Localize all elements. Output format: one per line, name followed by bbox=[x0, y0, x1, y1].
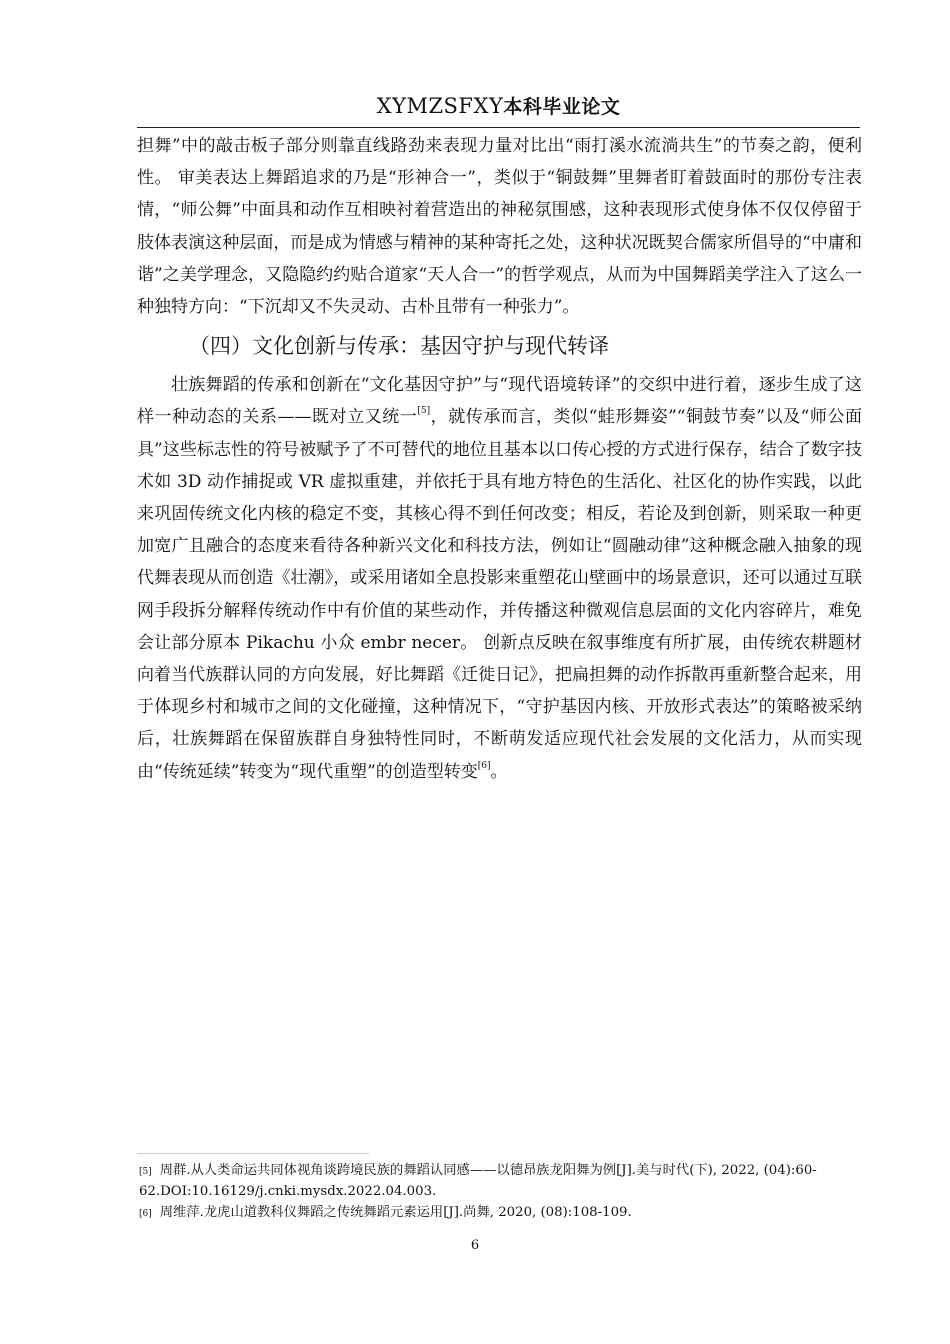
paragraph-2-end: 。 bbox=[490, 761, 508, 782]
citation-ref-6[interactable]: [6] bbox=[477, 760, 491, 771]
footnote-5 bbox=[137, 1160, 860, 1202]
paragraph-1: 担舞”中的敲击板子部分则靠直线路劲来表现力量对比出“雨打溪水流淌共生”的节奏之韵，便利性。 审美表达上舞蹈追求的乃是“形神合一”，类似于“铜鼓舞”里舞者盯着鼓面时的那份专注表情，“师公舞”中面具和动作互相映衬着营造出的神秘氛围感，这种表现形式使身体不仅仅停留于肢体表演这种层面，而是成为情感与精神的某种寄托之处，这种状况既契合儒家所倡导的“中庸和谐”之美学理念，又隐隐约约贴合道家“天人合一”的哲学观点，从而为中国舞蹈美学注入了这么一种独特方向：“下沉却又不失灵动、古朴且带有一种张力”。 bbox=[137, 136, 862, 318]
section-heading: （四）文化创新与传承：基因守护与现代转译 bbox=[189, 334, 609, 359]
page-header bbox=[137, 92, 860, 121]
body-text bbox=[137, 130, 862, 788]
footnote-text: 周维萍.龙虎山道教科仪舞蹈之传统舞蹈元素运用[J].尚舞, 2020, (08):108-109. bbox=[159, 1205, 632, 1220]
footnote-6 bbox=[137, 1202, 860, 1223]
header-chinese: 本科毕业论文 bbox=[503, 96, 621, 118]
footnote-text: 周群.从人类命运共同体视角谈跨境民族的舞蹈认同感——以德昂族龙阳舞为例[J].美与时代(下), 2022, (04):60-62.DOI:10.16129/j.cnki.mysdx.2022.04.003. bbox=[139, 1163, 817, 1199]
page-number: 6 bbox=[470, 1238, 480, 1253]
header-latin: XYMZSFXY bbox=[376, 94, 504, 118]
footnotes bbox=[137, 1160, 860, 1223]
footnote-mark: [5] bbox=[139, 1167, 152, 1177]
paragraph-2-part-2: ，就传承而言，类似“蛙形舞姿”“铜鼓节奏”以及“师公面具”这些标志性的符号被赋予了不可替代的地位且基本以口传心授的方式进行保存，结合了数字技术如 3D 动作捕捉或 VR 虚拟重建，并依托于具有地方特色的生活化、社区化的协作实践，以此来巩固传统文化内核的稳定不变，其核心得不到任何改变；相反，若论及到创新，则采取一种更加宽广且融合的态度来看待各种新兴文化和科技方法，例如让“圆融动律”这种概念融入抽象的现代舞表现从而创造《壮潮》，或采用诸如全息投影来重塑花山壁画中的场景意识，还可以通过互联网手段拆分解释传统动作中有价值的某些动作，并传播这种微观信息层面的文化内容碎片，难免会让部分原本 Pikachu 小众 embr necer。 创新点反映在叙事维度有所扩展，由传统农耕题材向着当代族群认同的方向发展，好比舞蹈《迁徙日记》，把扁担舞的动作拆散再重新整合起来，用于体现乡村和城市之间的文化碰撞，这种情况下，“守护基因内核、开放形式表达”的策略被采纳后，壮族舞蹈在保留族群自身独特性同时，不断萌发适应现代社会发展的文化活力，从而实现由“传统延续”转变为“现代重塑”的创造型转变 bbox=[137, 407, 862, 782]
citation-ref-5[interactable]: [5] bbox=[417, 406, 431, 417]
paragraph-2 bbox=[137, 369, 862, 788]
footnote-mark: [6] bbox=[139, 1209, 152, 1219]
paragraph-2-part-1: 壮族舞蹈的传承和创新在“文化基因守护”与“现代语境转译”的交织中进行着，逐步生成了这样一种动态的关系——既对立又统一 bbox=[137, 375, 862, 428]
footnote-rule bbox=[137, 1153, 369, 1154]
header-rule bbox=[137, 127, 860, 128]
